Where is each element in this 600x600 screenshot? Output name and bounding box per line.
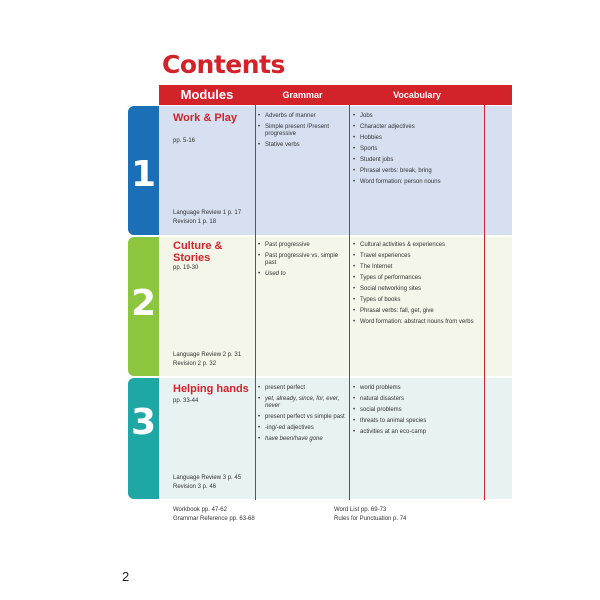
list-item: • Hobbies	[352, 135, 480, 142]
module-number-3: 3	[130, 402, 157, 443]
column-divider	[255, 85, 256, 500]
header-blank	[484, 85, 512, 105]
module-pages-2: pp. 19-30	[173, 265, 199, 271]
header-vocabulary: Vocabulary	[393, 90, 441, 100]
list-item: • Word formation: abstract nouns from verbs	[352, 319, 480, 326]
module-title-3: Helping hands	[173, 383, 249, 395]
list-item: • Travel experiences	[352, 253, 480, 260]
list-item: • Student jobs	[352, 157, 480, 164]
list-item: • yet, already, since, for, ever, never	[257, 396, 345, 410]
list-item: • Sports	[352, 146, 480, 153]
list-item: • Phrasal verbs: fall, get, give	[352, 308, 480, 315]
module-title-1: Work & Play	[173, 112, 237, 124]
footer-workbook: Workbook pp. 47-62	[173, 507, 227, 513]
table-header	[159, 85, 512, 105]
list-item: • Adverbs of manner	[257, 113, 345, 120]
list-item: • world problems	[352, 385, 480, 392]
footer-grammar-reference: Grammar Reference pp. 63-68	[173, 516, 255, 522]
list-item: • Character adjectives	[352, 124, 480, 131]
vocabulary-list-2	[352, 242, 480, 330]
language-review-1: Language Review 1 p. 17	[173, 210, 242, 216]
vocabulary-list-1	[352, 113, 480, 190]
list-item: • Jobs	[352, 113, 480, 120]
list-item: • Stative verbs	[257, 142, 345, 149]
header-grammar: Grammar	[282, 90, 323, 100]
list-item: • present perfect	[257, 385, 345, 392]
list-item: • Simple present /Present progressive	[257, 124, 345, 138]
module-number-1: 1	[130, 154, 157, 195]
list-item: • Types of performances	[352, 275, 480, 282]
language-review-3: Language Review 3 p. 45	[173, 475, 242, 481]
list-item: • Types of books	[352, 297, 480, 304]
list-item: • natural disasters	[352, 396, 480, 403]
module-tab-3	[128, 378, 159, 499]
module-tab-2	[128, 237, 159, 376]
revision-1: Revision 1 p. 18	[173, 219, 217, 225]
grammar-list-1	[257, 113, 345, 153]
list-item: • -ing/-ed adjectives	[257, 425, 345, 432]
module-pages-3: pp. 33-44	[173, 398, 199, 404]
list-item: • Word formation: person nouns	[352, 179, 480, 186]
list-item: • activities at an eco-camp	[352, 429, 480, 436]
column-divider	[484, 85, 485, 500]
module-number-2: 2	[130, 283, 157, 324]
list-item: • social problems	[352, 407, 480, 414]
list-item: • Past progressive vs. simple past	[257, 253, 345, 267]
module-tab-1	[128, 106, 159, 235]
list-item: • present perfect vs simple past	[257, 414, 345, 421]
module-pages-1: pp. 5-16	[173, 138, 196, 144]
vocabulary-list-3	[352, 385, 480, 440]
list-item: • The Internet	[352, 264, 480, 271]
page-number: 2	[122, 569, 130, 584]
revision-3: Revision 3 p. 46	[173, 484, 217, 490]
page-title: Contents	[162, 50, 285, 79]
list-item: • Used to	[257, 271, 345, 278]
revision-2: Revision 2 p. 32	[173, 361, 217, 367]
list-item: • Social networking sites	[352, 286, 480, 293]
list-item: • threats to animal species	[352, 418, 480, 425]
grammar-list-3	[257, 385, 345, 447]
grammar-list-2	[257, 242, 345, 282]
language-review-2: Language Review 2 p. 31	[173, 352, 242, 358]
list-item: • Phrasal verbs: break, bring	[352, 168, 480, 175]
header-modules: Modules	[180, 87, 234, 102]
column-divider	[349, 85, 350, 500]
module-title-2-line1: Culture &	[173, 240, 223, 252]
module-title-2	[173, 240, 223, 264]
list-item: • Past progressive	[257, 242, 345, 249]
list-item: • have been/have gone	[257, 436, 345, 443]
list-item: • Cultural activities & experiences	[352, 242, 480, 249]
footer-punctuation: Rules for Punctuation p. 74	[334, 516, 407, 522]
module-title-2-line2: Stories	[173, 252, 211, 264]
footer-word-list: Word List pp. 69-73	[334, 507, 387, 513]
